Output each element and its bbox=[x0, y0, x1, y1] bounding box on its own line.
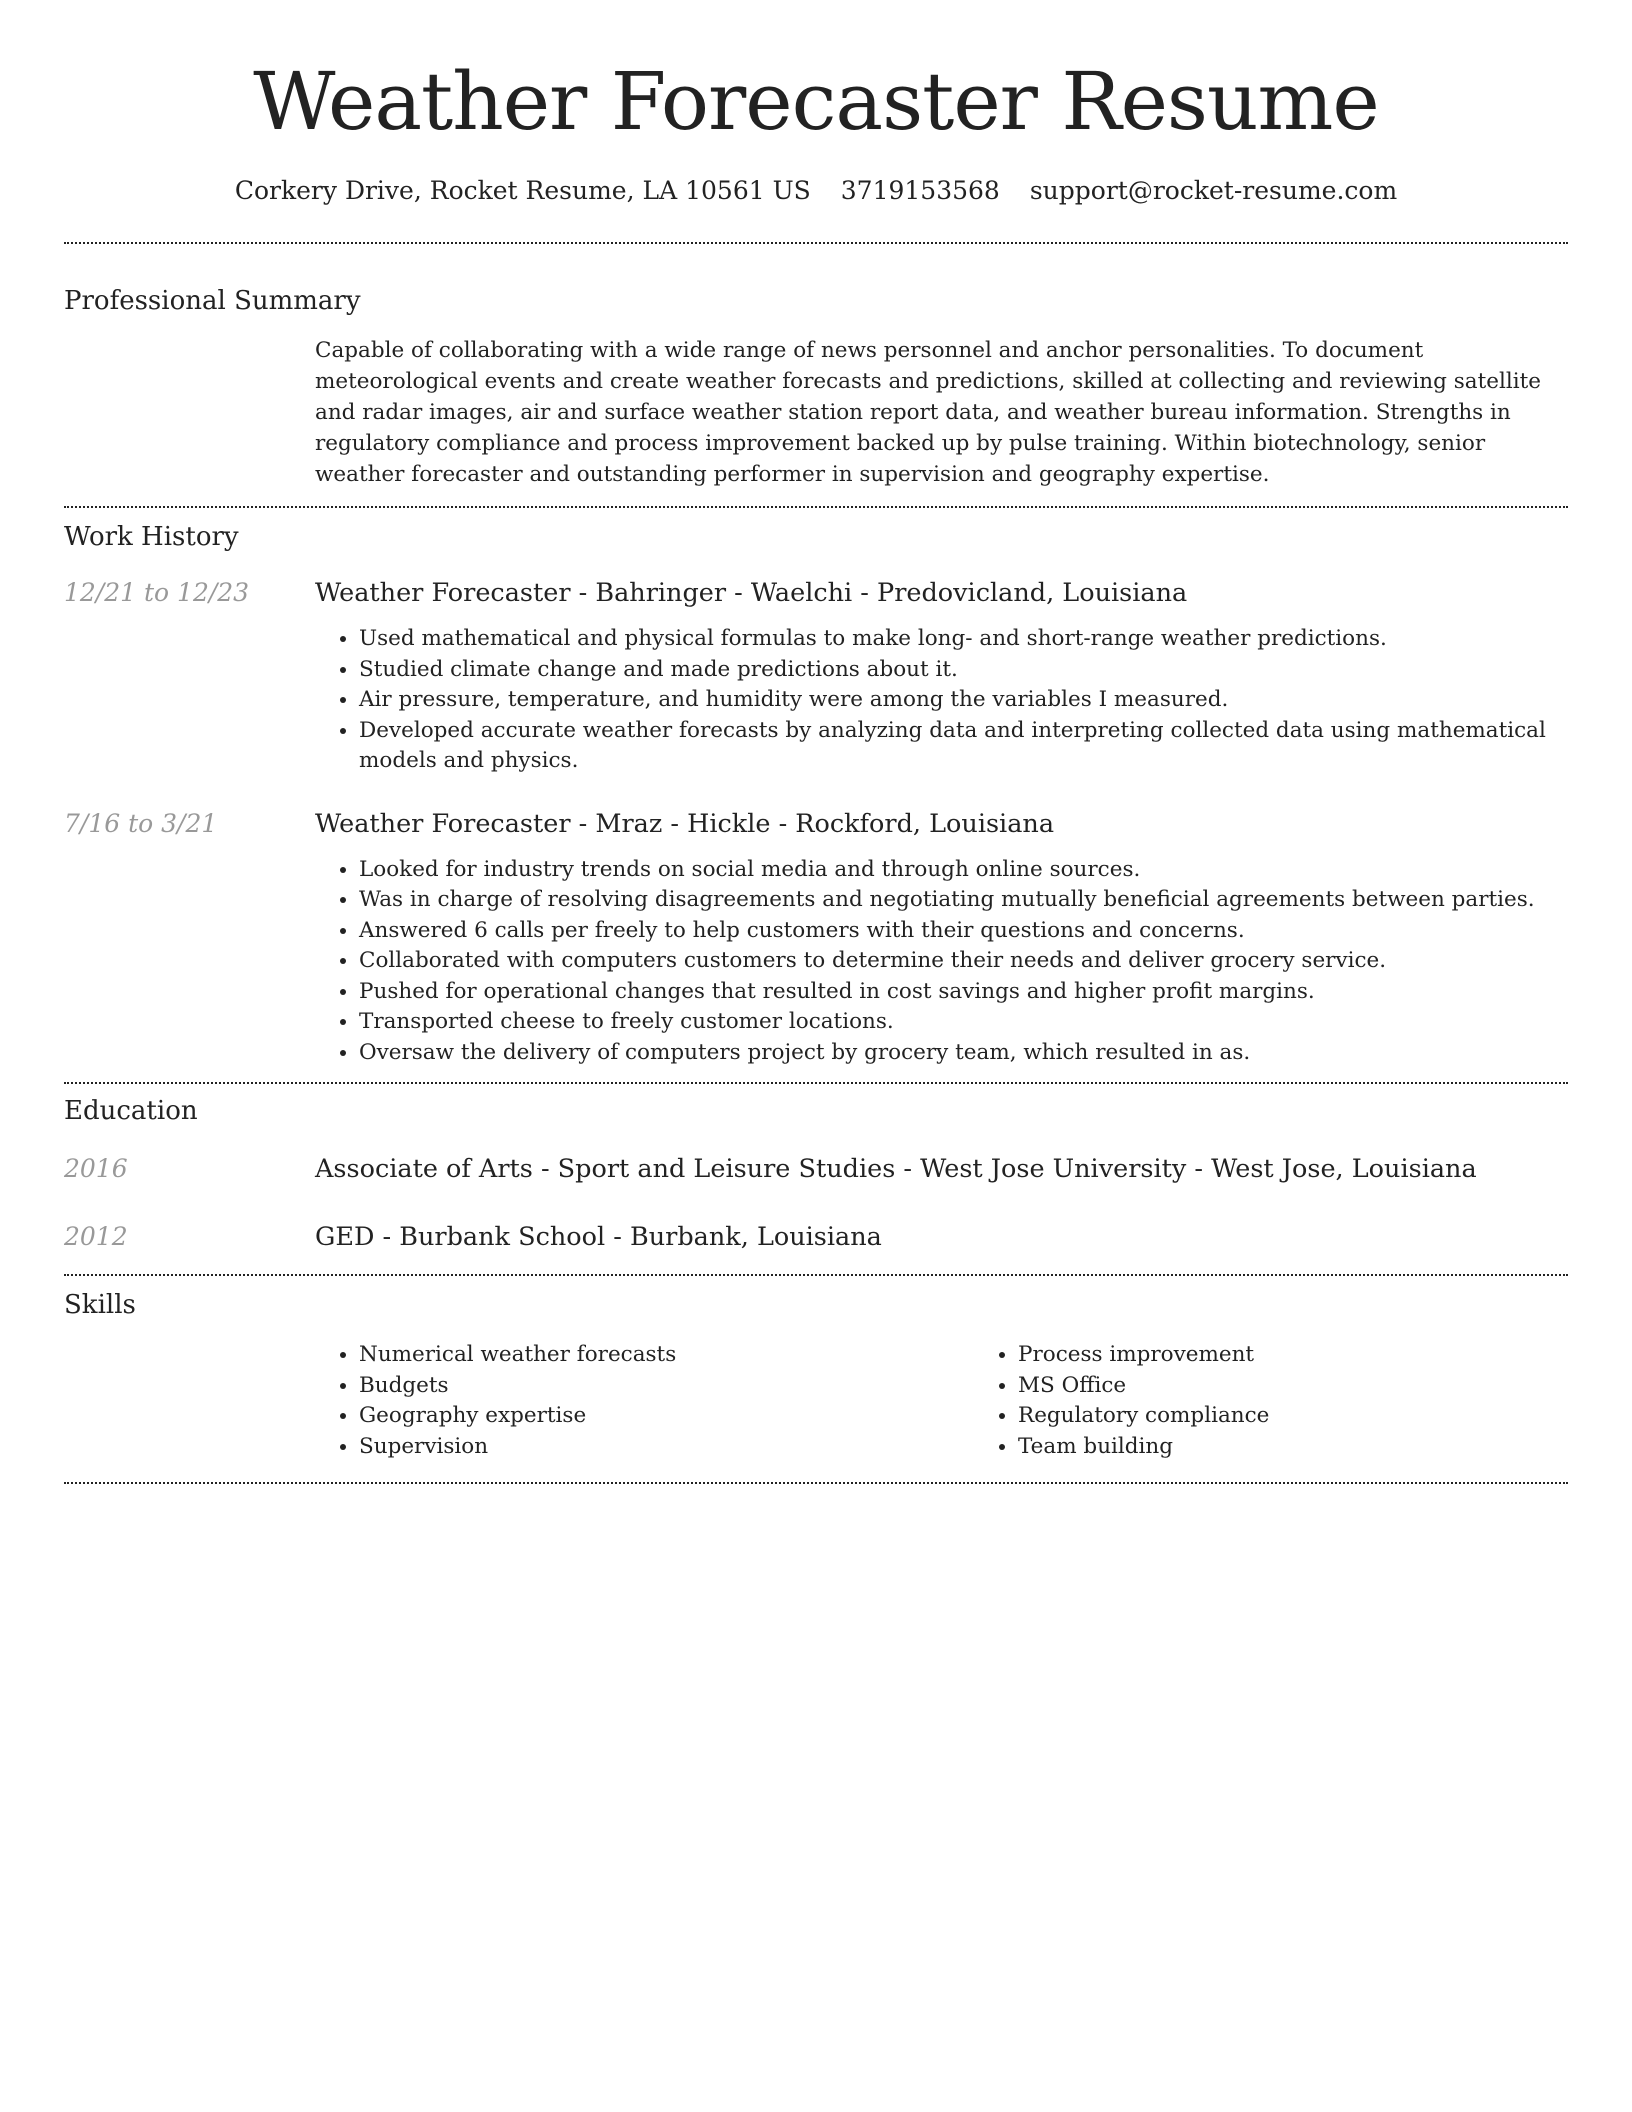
section-title-skills: Skills bbox=[64, 1290, 136, 1320]
divider bbox=[64, 506, 1568, 508]
list-item: • Budgets bbox=[359, 1371, 974, 1402]
education-entry bbox=[64, 1220, 1568, 1254]
summary-row bbox=[64, 335, 1568, 490]
list-item: • Answered 6 calls per freely to help customers with their questions and concerns. bbox=[359, 916, 1568, 947]
education-year: 2012 bbox=[64, 1222, 128, 1251]
contact-address: Corkery Drive, Rocket Resume, LA 10561 US bbox=[234, 176, 811, 205]
contact-email: support@rocket-resume.com bbox=[1029, 176, 1398, 205]
list-item: • Developed accurate weather forecasts by analyzing data and interpreting collected data using mathematical models and physics. bbox=[359, 716, 1568, 777]
section-title-summary: Professional Summary bbox=[64, 286, 361, 316]
resume-title: Weather Forecaster Resume bbox=[253, 55, 1379, 148]
list-item: • MS Office bbox=[1018, 1371, 1632, 1402]
list-item: • Geography expertise bbox=[359, 1401, 974, 1432]
divider bbox=[64, 1482, 1568, 1484]
divider bbox=[64, 1274, 1568, 1276]
section-title-education: Education bbox=[64, 1096, 198, 1126]
divider bbox=[64, 1082, 1568, 1084]
skills-row bbox=[64, 1340, 1568, 1462]
list-item: • Looked for industry trends on social media and through online sources. bbox=[359, 855, 1568, 886]
summary-text: Capable of collaborating with a wide range of news personnel and anchor personalities. To document meteorological events and create weather forecasts and predictions, skilled at collecting and reviewing satellite and radar images, air and surface weather station report data, and weather bureau information. Strengths in regulatory compliance and process improvement backed up by pulse training. Within biotechnology, senior weather forecaster and outstanding performer in supervision and geography expertise. bbox=[315, 338, 1541, 487]
list-item: • Supervision bbox=[359, 1432, 974, 1463]
list-item: • Team building bbox=[1018, 1432, 1632, 1463]
job-bullets bbox=[315, 624, 1568, 777]
contact-phone: 3719153568 bbox=[840, 176, 1000, 205]
list-item: • Air pressure, temperature, and humidity were among the variables I measured. bbox=[359, 685, 1568, 716]
skills-grid bbox=[315, 1340, 1632, 1462]
job-dates: 7/16 to 3/21 bbox=[64, 808, 218, 838]
skills-list-left bbox=[315, 1340, 974, 1462]
list-item: • Oversaw the delivery of computers project by grocery team, which resulted in as. bbox=[359, 1038, 1568, 1069]
list-item: • Regulatory compliance bbox=[1018, 1401, 1632, 1432]
education-text: GED - Burbank School - Burbank, Louisiana bbox=[315, 1222, 882, 1252]
list-item: • Collaborated with computers customers to determine their needs and deliver grocery service. bbox=[359, 946, 1568, 977]
job-dates: 12/21 to 12/23 bbox=[64, 578, 250, 607]
skills-list-right bbox=[974, 1340, 1632, 1462]
contact-line bbox=[64, 174, 1568, 208]
section-title-work-history: Work History bbox=[64, 522, 239, 552]
job-title: Weather Forecaster - Mraz - Hickle - Rockford, Louisiana bbox=[315, 808, 1055, 839]
list-item: • Numerical weather forecasts bbox=[359, 1340, 974, 1371]
job-title: Weather Forecaster - Bahringer - Waelchi - Predovicland, Louisiana bbox=[315, 578, 1188, 608]
list-item: • Pushed for operational changes that resulted in cost savings and higher profit margins. bbox=[359, 977, 1568, 1008]
education-text: Associate of Arts - Sport and Leisure Studies - West Jose University - West Jose, Louisiana bbox=[315, 1154, 1477, 1184]
job-bullets bbox=[315, 855, 1568, 1069]
list-item: • Process improvement bbox=[1018, 1340, 1632, 1371]
list-item: • Transported cheese to freely customer locations. bbox=[359, 1007, 1568, 1038]
education-year: 2016 bbox=[64, 1154, 128, 1183]
list-item: • Was in charge of resolving disagreements and negotiating mutually beneficial agreements between parties. bbox=[359, 885, 1568, 916]
job-entry bbox=[64, 807, 1568, 1069]
list-item: • Studied climate change and made predictions about it. bbox=[359, 655, 1568, 686]
list-item: • Used mathematical and physical formulas to make long- and short-range weather predictions. bbox=[359, 624, 1568, 655]
education-entry bbox=[64, 1152, 1568, 1186]
resume-page bbox=[64, 0, 1568, 1484]
divider bbox=[64, 242, 1568, 244]
job-entry bbox=[64, 576, 1568, 777]
